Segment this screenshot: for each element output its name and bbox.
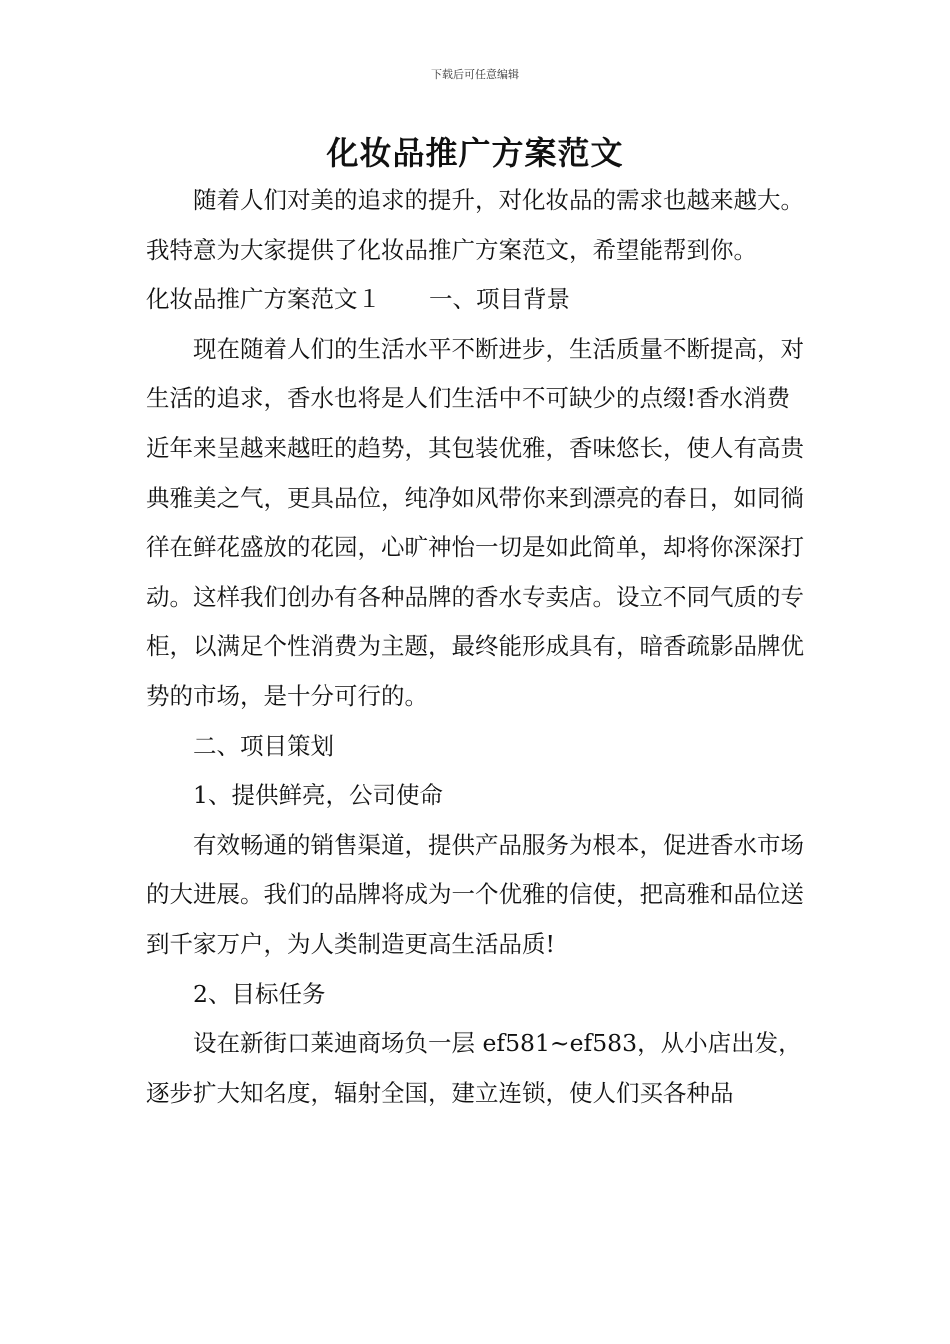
goal-subheading: 2、目标任务 xyxy=(193,979,326,1008)
project-background-heading: 一、项目背景 xyxy=(429,285,570,314)
mission-subheading: 1、提供鲜亮，公司使命 xyxy=(193,781,443,810)
document-body xyxy=(146,176,810,1118)
section-heading-line xyxy=(146,275,810,325)
section-title: 化妆品推广方案范文１ xyxy=(146,285,381,314)
mission-paragraph: 有效畅通的销售渠道，提供产品服务为根本，促进香水市场的大进展。我们的品牌将成为一个优雅的信使，把高雅和品位送到千家万户，为人类制造更高生活品质! xyxy=(146,830,804,958)
goal-paragraph: 设在新街口莱迪商场负一层 ef581~ef583，从小店出发，逐步扩大知名度，辐射全国，建立连锁，使人们买各种品 xyxy=(146,1029,802,1107)
page-header-note: 下载后可任意编辑 xyxy=(431,68,519,81)
intro-paragraph: 随着人们对美的追求的提升，对化妆品的需求也越来越大。我特意为大家提供了化妆品推广方案范文，希望能帮到你。 xyxy=(146,186,804,264)
background-paragraph: 现在随着人们的生活水平不断进步，生活质量不断提高，对生活的追求，香水也将是人们生活中不可缺少的点缀!香水消费近年来呈越来越旺的趋势，其包装优雅，香味悠长，使人有高贵典雅美之气，更具品位，纯净如风带你来到漂亮的春日，如同徜徉在鲜花盛放的花园，心旷神怡一切是如此简单，却将你深深打动。这样我们创办有各种品牌的香水专卖店。设立不同气质的专柜，以满足个性消费为主题，最终能形成具有，暗香疏影品牌优势的市场，是十分可行的。 xyxy=(146,334,804,710)
document-title: 化妆品推广方案范文 xyxy=(326,134,624,172)
project-planning-heading: 二、项目策划 xyxy=(193,731,334,760)
